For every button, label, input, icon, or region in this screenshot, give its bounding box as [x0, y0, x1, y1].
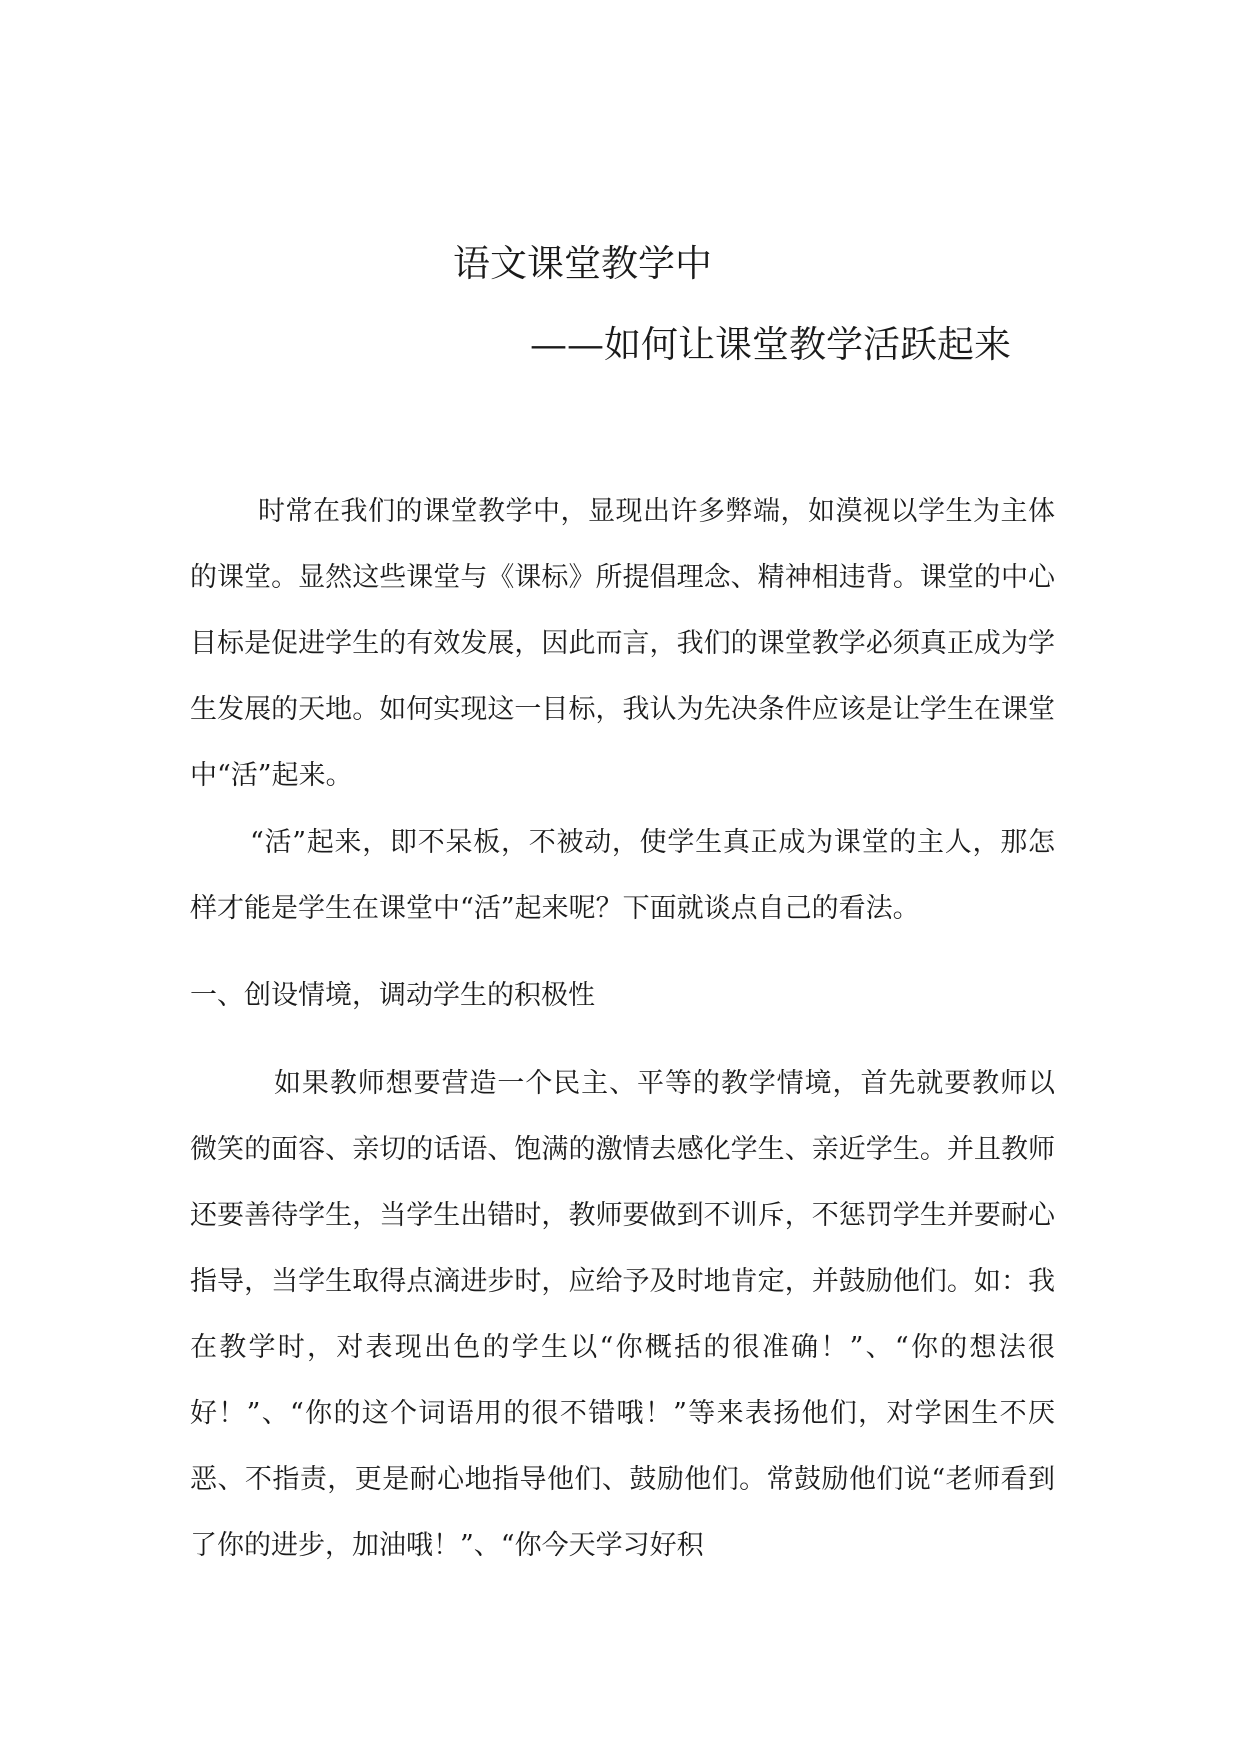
paragraph-huo-qilai: “活”起来，即不呆板，不被动，使学生真正成为课堂的主人，那怎样才能是学生在课堂中“活”起来呢？下面就谈点自己的看法。	[190, 827, 1055, 924]
document-subtitle: ——如何让课堂教学活跃起来	[530, 323, 1011, 366]
document-title: 语文课堂教学中	[453, 242, 712, 285]
paragraph-intro: 时常在我们的课堂教学中，显现出许多弊端，如漠视以学生为主体的课堂。显然这些课堂与《课标》所提倡理念、精神相违背。课堂的中心目标是促进学生的有效发展，因此而言，我们的课堂教学必须真正成为学生发展的天地。如何实现这一目标，我认为先决条件应该是让学生在课堂中“活”起来。	[190, 496, 1055, 791]
section-paragraph: 如果教师想要营造一个民主、平等的教学情境，首先就要教师以微笑的面容、亲切的话语、饱满的激情去感化学生、亲近学生。并且教师还要善待学生，当学生出错时，教师要做到不训斥，不惩罚学生并要耐心指导，当学生取得点滴进步时，应给予及时地肯定，并鼓励他们。如：我在教学时，对表现出色的学生以“你概括的很准确！”、“你的想法很好！”、“你的这个词语用的很不错哦！”等来表扬他们，对学困生不厌恶、不指责，更是耐心地指导他们、鼓励他们。常鼓励他们说“老师看到了你的进步，加油哦！”、“你今天学习好积	[190, 1068, 1055, 1561]
section-heading: 一、创设情境，调动学生的积极性	[190, 980, 595, 1011]
